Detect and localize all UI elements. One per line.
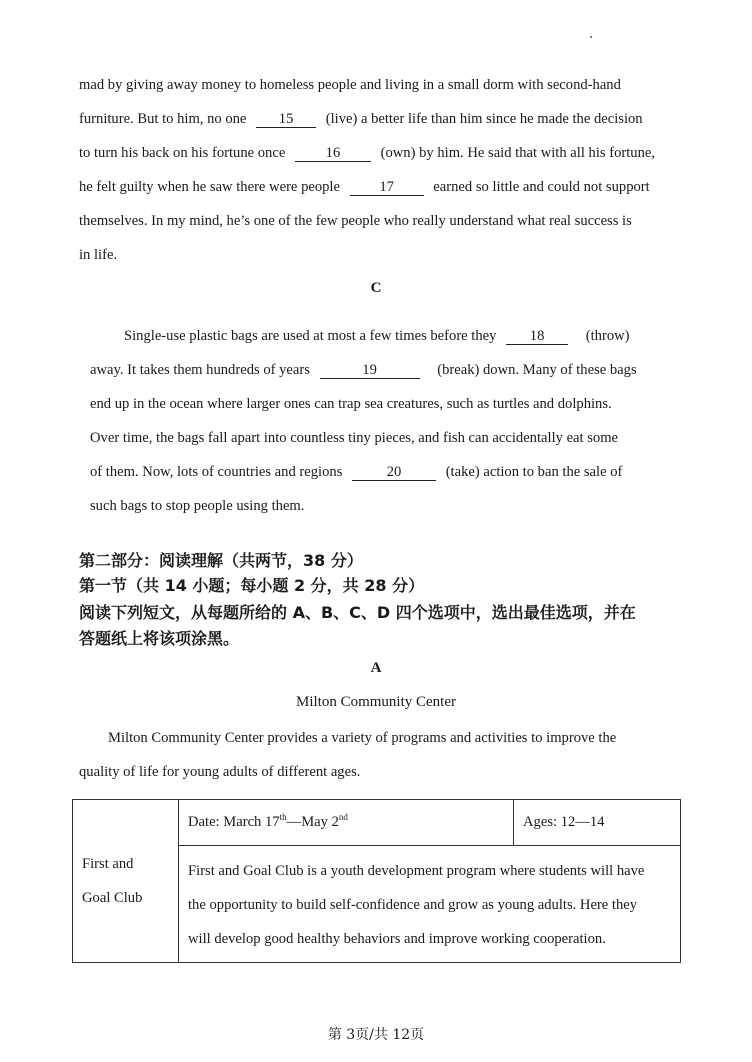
passage-b-line-4-post: earned so little and could not support (433, 179, 650, 195)
passage-a-intro-line2: quality of life for young adults of different ages. (79, 764, 361, 780)
date-prefix: Date: March 17 (188, 814, 280, 830)
passage-a-intro-line1: Milton Community Center provides a variety of programs and activities to improve the (108, 730, 617, 746)
table-row (73, 800, 681, 846)
passage-c-line-4: Over time, the bags fall apart into countless tiny pieces, and fish can accidentally eat some (90, 430, 619, 446)
blank-17: 17 (350, 179, 424, 196)
description-line3: will develop good healthy behaviors and improve working cooperation. (188, 931, 606, 947)
passage-b-line-3 (79, 143, 683, 163)
passage-b-line-5: themselves. In my mind, he’s one of the few people who really understand what real success is (79, 213, 632, 229)
ages-cell: Ages: 12—14 (514, 800, 681, 846)
passage-c-line-5-pre: of them. Now, lots of countries and regions (90, 464, 343, 480)
description-line1: First and Goal Club is a youth development program where students will have (188, 863, 645, 879)
passage-b-line-6: in life. (79, 247, 118, 263)
description-line2: the opportunity to build self-confidence and grow as young adults. Here they (188, 897, 638, 913)
passage-b-line-4-pre: he felt guilty when he saw there were people (79, 179, 340, 195)
club-name-line1: First and (82, 856, 134, 872)
blank-20: 20 (352, 464, 436, 481)
date-cell (179, 800, 514, 846)
blank-18: 18 (506, 328, 568, 345)
part2-instruction-line2: 答题纸上将该项涂黑。 (79, 629, 240, 648)
passage-c-line-6: such bags to stop people using them. (90, 498, 305, 514)
description-cell (179, 846, 681, 963)
passage-c-line-1-post: (throw) (585, 328, 630, 344)
passage-b-line-2-pre: furniture. But to him, no one (79, 111, 247, 127)
blank-15: 15 (256, 111, 316, 128)
page-footer: 第 3页/共 12页 (327, 1027, 425, 1043)
passage-c-line-5-post: (take) action to ban the sale of (445, 464, 623, 480)
date-sup-2: nd (338, 812, 348, 823)
passage-b-line-2-post: (live) a better life than him since he made the decision (325, 111, 643, 127)
passage-c-line-3: end up in the ocean where larger ones can trap sea creatures, such as turtles and dolphins. (90, 396, 612, 412)
program-table (72, 799, 681, 963)
part2-instruction-line1: 阅读下列短文，从每题所给的 A、B、C、D 四个选项中，选出最佳选项，并在 (79, 603, 636, 622)
passage-a-heading: A (370, 660, 382, 676)
passage-c-line-1-pre: Single-use plastic bags are used at most a few times before they (124, 328, 497, 344)
passage-b-line-1: mad by giving away money to homeless people and living in a small dorm with second-hand (79, 77, 621, 93)
passage-c-line-1 (124, 326, 704, 346)
part2-section1: 第一节（共 14 小题；每小题 2 分，共 28 分） (79, 576, 425, 595)
date-mid: —May 2 (286, 814, 339, 830)
passage-c-line-2 (90, 360, 670, 380)
corner-dot (590, 36, 592, 38)
passage-c-heading: C (370, 280, 382, 296)
club-name-cell (73, 800, 179, 963)
blank-16: 16 (295, 145, 371, 162)
passage-c-line-2-post: (break) down. Many of these bags (437, 362, 637, 378)
passage-b-line-4 (79, 177, 683, 197)
club-name-line2: Goal Club (82, 890, 143, 906)
passage-a-title: Milton Community Center (296, 694, 456, 710)
part2-title: 第二部分：阅读理解（共两节，38 分） (79, 551, 363, 570)
passage-c-line-5 (90, 462, 670, 482)
date-sup-1: th (279, 812, 287, 823)
blank-19: 19 (320, 362, 420, 379)
passage-c-line-2-pre: away. It takes them hundreds of years (90, 362, 310, 378)
passage-b-line-3-pre: to turn his back on his fortune once (79, 145, 286, 161)
passage-b-line-2 (79, 109, 683, 129)
passage-b-line-3-post: (own) by him. He said that with all his fortune, (380, 145, 656, 161)
